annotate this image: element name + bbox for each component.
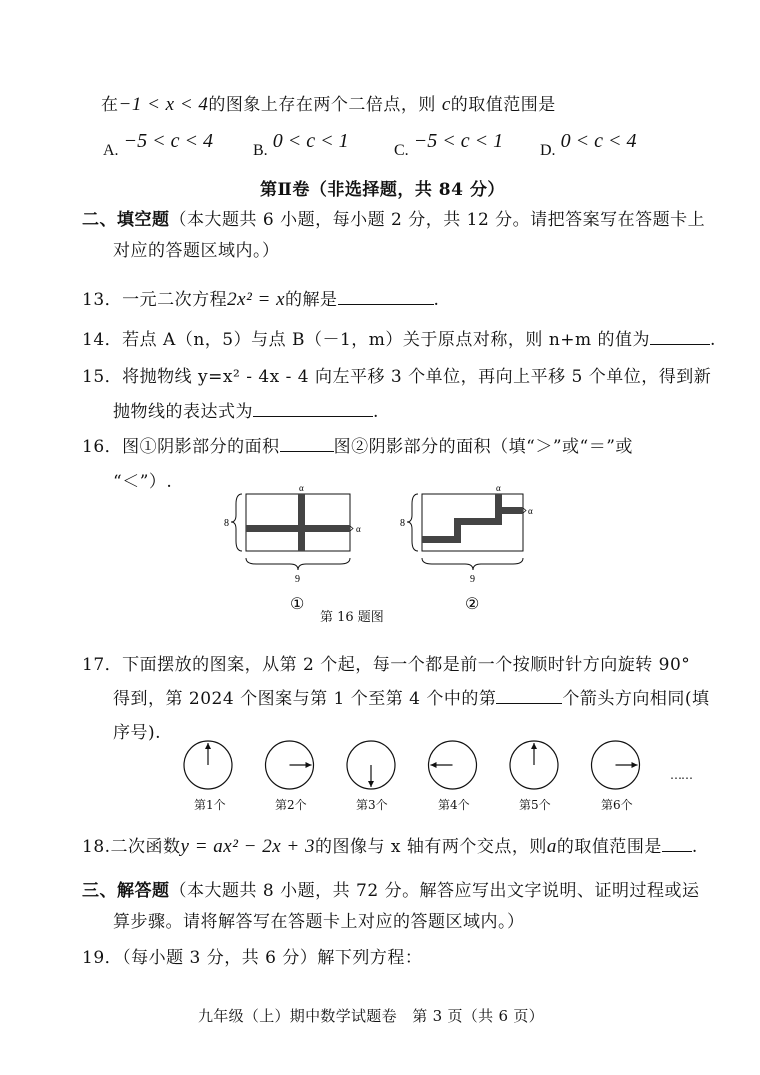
- arrow-head-icon: [205, 743, 211, 749]
- q13-text: 一元二次方程: [122, 290, 228, 310]
- fill-section-line1: [82, 205, 705, 230]
- width-brace-1: [246, 558, 350, 570]
- height-label-1: 8: [224, 518, 229, 529]
- option-letter: B.: [253, 142, 268, 159]
- q12-text-pre: 在: [101, 95, 119, 115]
- arrow-head-icon: [306, 762, 312, 768]
- ellipsis: ……: [670, 768, 692, 782]
- figure-16-1: [224, 483, 361, 613]
- q12-option-c: [394, 130, 504, 159]
- figure-16: [222, 482, 542, 652]
- question-18: [82, 832, 698, 858]
- q16-line1a: 图①阴影部分的面积: [122, 437, 280, 457]
- arrow-figure-1: [184, 741, 232, 789]
- alpha-label-2a: α: [496, 483, 501, 493]
- fill-section-desc2: 对应的答题区域内。）: [113, 241, 280, 261]
- height-brace-1: [231, 494, 242, 551]
- stair-strip-3: [454, 518, 502, 525]
- q17-line1: 下面摆放的图案，从第 2 个起，每一个都是前一个按顺时针方向旋转 90°: [122, 655, 691, 675]
- question-15-line1: [82, 362, 711, 387]
- q12-range: −1 < x < 4: [118, 94, 209, 115]
- fill-section-heading: 二、填空题: [82, 210, 170, 230]
- q19-text: （每小题 3 分，共 6 分）解下列方程：: [122, 948, 423, 968]
- arrow-figure-5: [510, 741, 558, 789]
- fig-label-3: 第3个: [356, 798, 388, 812]
- stair-strip-5: [495, 507, 523, 514]
- q18-pre: 二次函数: [110, 837, 181, 857]
- question-17-line2: [113, 684, 709, 709]
- width-label-1: 9: [295, 574, 300, 585]
- question-16-line1: [82, 432, 633, 457]
- option-letter: D.: [540, 142, 556, 159]
- question-number: 19．: [82, 948, 123, 968]
- question-number: 14．: [82, 330, 123, 350]
- figure-16-caption: 第 16 题图: [320, 610, 384, 625]
- fig-label-1: 第1个: [194, 798, 226, 812]
- solve-section-desc1: （本大题共 8 小题，共 72 分。解答应写出文字说明、证明过程或运: [169, 881, 700, 901]
- q17-line2a: 得到，第 2024 个图案与第 1 个至第 4 个中的第: [113, 689, 497, 709]
- q13-post: 的解是: [285, 290, 338, 310]
- answer-blank: [650, 328, 710, 345]
- alpha-label-1a: α: [299, 483, 304, 493]
- q12-option-d: [540, 130, 637, 159]
- height-brace-2: [407, 494, 418, 551]
- q12-text-end: 的取值范围是: [450, 95, 556, 115]
- arrow-figure-2: [266, 741, 314, 789]
- q15-end: .: [373, 402, 379, 422]
- question-number: 15．: [82, 367, 123, 387]
- figure-16-2: [400, 483, 533, 613]
- answer-blank: [338, 288, 434, 305]
- arrow-figure-4: [429, 741, 477, 789]
- q18-equation: y = ax² − 2x + 3: [180, 836, 316, 857]
- answer-blank: [662, 835, 692, 852]
- option-letter: C.: [394, 142, 409, 159]
- question-19: [82, 943, 422, 968]
- height-label-2: 8: [400, 518, 405, 529]
- figure-label-2: ②: [465, 594, 480, 613]
- solve-section-heading: 三、解答题: [82, 881, 170, 901]
- question-number: 17．: [82, 655, 123, 675]
- q18-mid: 的图像与 x 轴有两个交点，则: [315, 837, 547, 857]
- fig-label-2: 第2个: [275, 798, 307, 812]
- q18-post: 的取值范围是: [556, 837, 662, 857]
- solve-section-desc2: 算步骤。请将解答写在答题卡上对应的答题区域内。）: [113, 912, 525, 932]
- page-footer: 九年级（上）期中数学试题卷 第 3 页（共 6 页）: [198, 1007, 544, 1025]
- answer-blank: [253, 400, 373, 417]
- answer-blank: [496, 687, 562, 704]
- alpha-label-1b: α: [356, 524, 361, 534]
- q14-end: .: [710, 330, 716, 350]
- q16-line1b: 图②阴影部分的面积（填“＞”或“＝”或: [333, 437, 633, 457]
- q14-text: 若点 A（n，5）与点 B（－1，m）关于原点对称，则 n+m 的值为: [122, 330, 651, 350]
- option-value: 0 < c < 4: [560, 130, 637, 152]
- option-value: −5 < c < 4: [123, 130, 214, 152]
- arrow-head-icon: [531, 743, 537, 749]
- q12-var: c: [441, 94, 451, 115]
- q18-end: .: [691, 837, 698, 857]
- q12-text-post: 的图象上存在两个二倍点，则: [208, 95, 436, 115]
- q18-var: a: [546, 836, 557, 857]
- arrow-head-icon: [632, 762, 638, 768]
- width-label-2: 9: [470, 574, 475, 585]
- q13-end: .: [433, 290, 440, 310]
- question-16-line2: “＜”）.: [113, 472, 173, 492]
- solve-section-line1: [82, 876, 700, 901]
- question-number: 18.: [82, 837, 111, 857]
- width-brace-2: [422, 558, 523, 570]
- fill-section-desc1: （本大题共 6 小题，每小题 2 分，共 12 分。请把答案写在答题卡上: [169, 210, 706, 230]
- arrow-figure-3: [347, 741, 395, 789]
- q12-option-b: [253, 130, 349, 159]
- alpha-label-2b: α: [528, 506, 533, 516]
- question-15-line2: [113, 397, 379, 422]
- vertical-strip-1: [298, 494, 305, 551]
- arrow-head-icon: [431, 762, 437, 768]
- q15-line2: 抛物线的表达式为: [113, 402, 253, 422]
- question-17-line3: 序号).: [113, 723, 162, 743]
- question-17-line1: [82, 650, 690, 675]
- q13-equation: 2x² = x: [227, 289, 286, 310]
- question-number: 13．: [82, 290, 123, 310]
- option-value: 0 < c < 1: [272, 130, 349, 152]
- fig-label-5: 第5个: [519, 798, 551, 812]
- option-letter: A.: [103, 142, 119, 159]
- arrow-figure-6: [592, 741, 640, 789]
- fig-label-6: 第6个: [601, 798, 633, 812]
- arrow-head-icon: [368, 781, 374, 787]
- section2-title: 第Ⅱ卷（非选择题，共 84 分）: [260, 180, 505, 200]
- q12-option-a: [103, 130, 214, 159]
- fig-label-4: 第4个: [438, 798, 470, 812]
- q17-line2b: 个箭头方向相同(填: [562, 689, 710, 709]
- figure-label-1: ①: [290, 594, 305, 613]
- question-14: [82, 325, 716, 350]
- option-value: −5 < c < 1: [413, 130, 504, 152]
- q15-line1: 将抛物线 y=x² - 4x - 4 向左平移 3 个单位，再向上平移 5 个单位，得到新: [122, 367, 712, 387]
- q12-tail-line: [101, 90, 556, 116]
- answer-blank: [280, 435, 334, 452]
- horizontal-strip-1: [246, 525, 350, 532]
- question-13: [82, 285, 439, 311]
- question-number: 16．: [82, 437, 123, 457]
